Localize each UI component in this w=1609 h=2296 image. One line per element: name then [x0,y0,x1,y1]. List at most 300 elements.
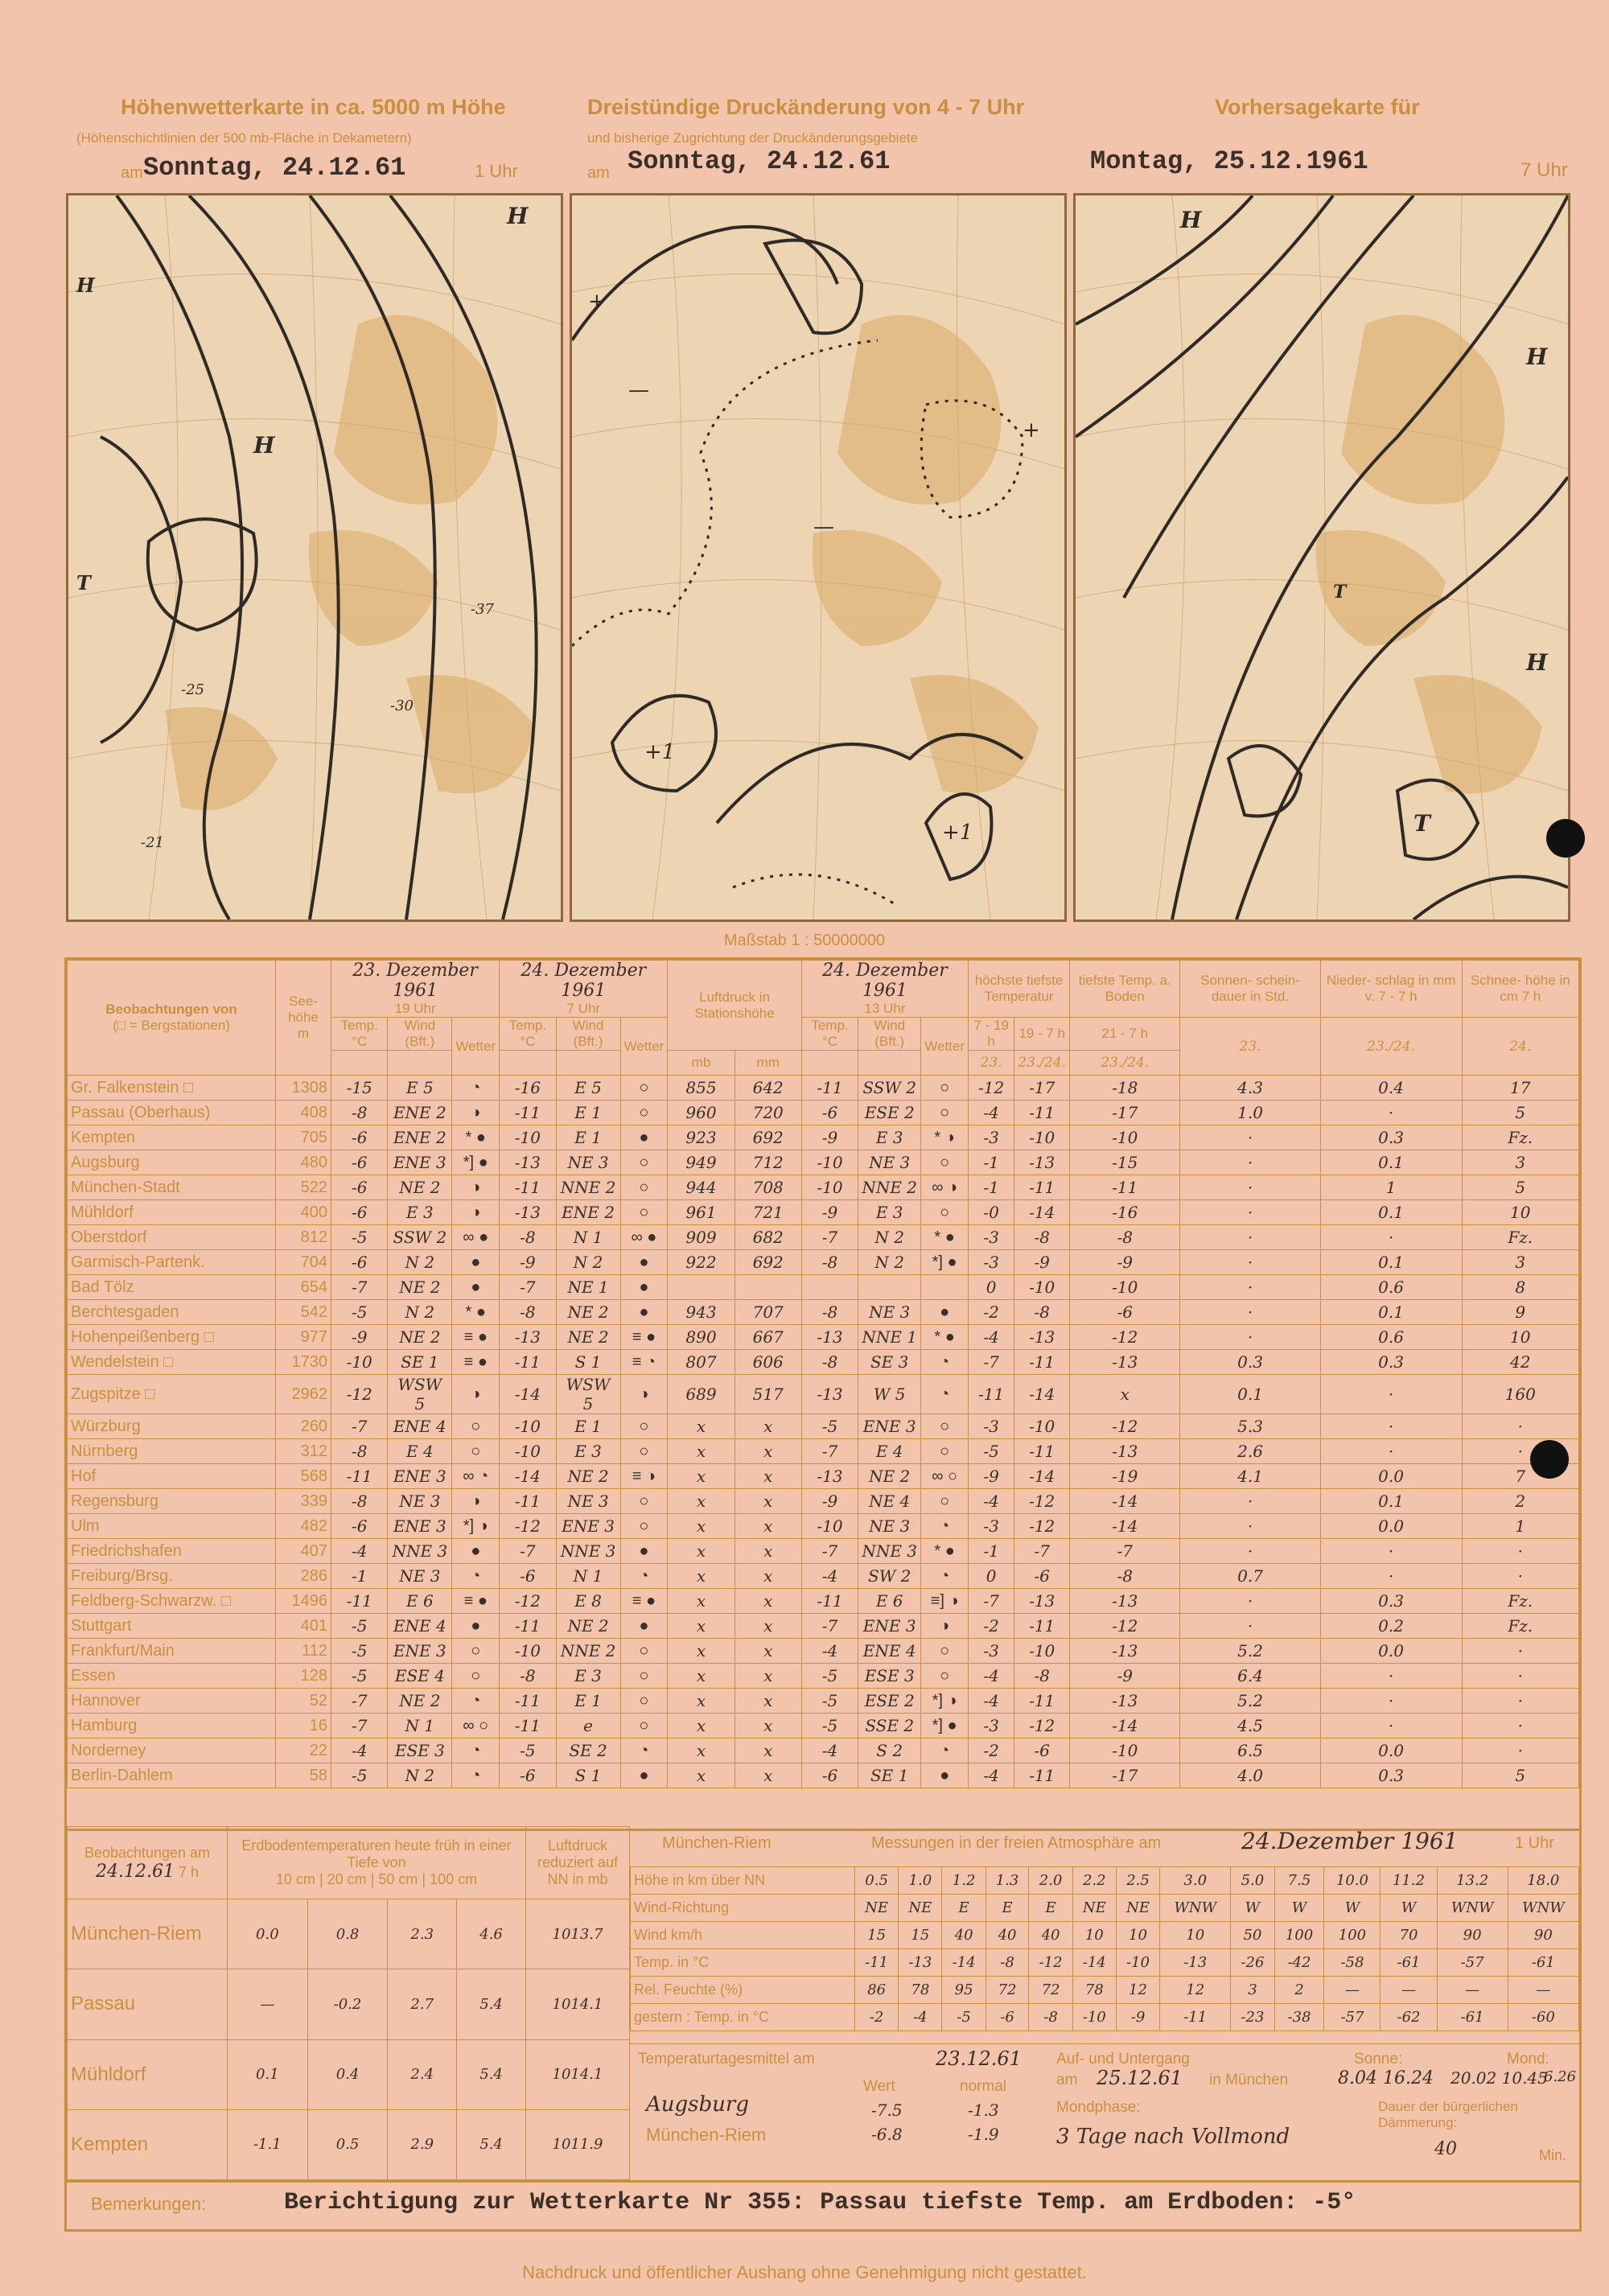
aloft-cell: -14 [1072,1949,1116,1977]
table-cell: 8 [1462,1275,1578,1300]
table-cell: * ● [452,1300,500,1325]
soil-station: Passau [68,1969,228,2039]
temp-col-1: Temp. °C [331,1018,388,1051]
table-cell: 0.1 [1320,1489,1462,1514]
table-cell: 909 [668,1225,735,1250]
table-cell: 10 [1462,1200,1578,1225]
table-cell: -9 [969,1464,1014,1489]
table-cell: *] ◑ [921,1689,969,1714]
table-cell: WSW 5 [388,1375,452,1414]
sonne-value: 8.04 16.24 [1338,2068,1434,2088]
aloft-cell: -26 [1231,1949,1274,1977]
table-cell: -19 [1070,1464,1180,1489]
table-cell: -9 [801,1125,858,1150]
aloft-cell: -11 [1160,2004,1231,2031]
table-cell: ○ [620,1689,668,1714]
table-cell: 1496 [276,1589,331,1614]
table-cell: ○ [620,1639,668,1664]
table-cell: -0 [969,1200,1014,1225]
table-cell: ≡ ● [620,1589,668,1614]
table-cell: -11 [801,1076,858,1101]
table-cell: x [735,1414,801,1439]
observation-table [64,957,1582,1831]
table-cell: -10 [500,1414,556,1439]
wind-col-1: Wind (Bft.) [388,1018,452,1051]
table-cell: ○ [921,1076,969,1101]
table-cell: ● [620,1275,668,1300]
table-cell: -2 [969,1738,1014,1763]
table-cell: 923 [668,1125,735,1150]
svg-text:H: H [1180,207,1202,233]
table-cell: -7 [801,1225,858,1250]
table-cell: 704 [276,1250,331,1275]
station-name: Ulm [68,1514,276,1539]
table-row [68,1589,1579,1614]
table-cell: 692 [735,1125,801,1150]
table-cell: ● [452,1614,500,1639]
table-cell: N 1 [556,1564,620,1589]
table-cell: ○ [921,1414,969,1439]
soil-row [68,1969,630,2039]
depth-20: 20 cm [327,1871,367,1888]
table-cell: ○ [452,1439,500,1464]
table-cell: -15 [331,1076,388,1101]
table-cell: -4 [801,1639,858,1664]
table-cell: · [1462,1714,1578,1738]
table-cell: NE 2 [556,1325,620,1350]
table-cell: -16 [1070,1200,1180,1225]
map1-am: am [121,164,143,182]
station-name: Gr. Falkenstein □ [68,1076,276,1101]
table-cell: N 1 [388,1714,452,1738]
table-cell: ○ [620,1200,668,1225]
aloft-cell: 72 [1029,1977,1072,2004]
station-name: Kempten [68,1125,276,1150]
pressure-change-map [570,193,1067,922]
sun-date: 25.12.61 [1097,2067,1183,2089]
table-cell: -8 [331,1489,388,1514]
svg-text:—: — [628,378,649,402]
height-header: See- höhe [288,994,319,1025]
table-cell: x [668,1738,735,1763]
table-cell: 408 [276,1101,331,1125]
table-cell: * ● [921,1325,969,1350]
table-cell: 5 [1462,1101,1578,1125]
table-cell: -14 [1070,1514,1180,1539]
table-cell: -8 [500,1664,556,1689]
table-cell: -11 [500,1714,556,1738]
table-cell: -4 [969,1489,1014,1514]
table-cell: -14 [500,1464,556,1489]
table-cell: NE 2 [556,1300,620,1325]
table-cell: -5 [331,1763,388,1788]
soil-date: 24.12.61 [95,1861,175,1882]
table-cell: -12 [1014,1714,1070,1738]
table-cell: x [735,1763,801,1788]
mm-label: mm [735,1051,801,1076]
height-unit: m [297,1026,310,1041]
table-cell: · [1320,1375,1462,1414]
table-cell: -13 [1014,1150,1070,1175]
twilight-label: Dauer der bürgerlichen Dämmerung: [1378,2099,1518,2130]
table-cell: -1 [969,1539,1014,1564]
table-cell: 52 [276,1689,331,1714]
table-cell: -14 [1014,1375,1070,1414]
soil-pressure-cell: 1011.9 [526,2109,630,2179]
table-cell: x [668,1589,735,1614]
table-cell: 16 [276,1714,331,1738]
table-cell: 480 [276,1150,331,1175]
aloft-title: Messungen in der freien Atmosphäre am [871,1834,1162,1852]
table-cell: -5 [801,1689,858,1714]
precip-header: Nieder- schlag in mm v. 7 - 7 h [1326,973,1456,1004]
table-cell: · [1180,1325,1320,1350]
station-name: Essen [68,1664,276,1689]
table-cell: · [1320,1225,1462,1250]
table-cell: -10 [1070,1125,1180,1150]
table-cell: ENE 4 [858,1639,921,1664]
aloft-cell: -11 [855,1949,899,1977]
table-cell: ○ [620,1514,668,1539]
table-cell: NNE 3 [388,1539,452,1564]
table-cell: NE 2 [388,1275,452,1300]
table-cell: -18 [1070,1076,1180,1101]
table-cell: -13 [500,1325,556,1350]
table-cell: NNE 3 [556,1539,620,1564]
station-name: Hof [68,1464,276,1489]
table-cell: 0.3 [1320,1125,1462,1150]
table-row [68,1614,1579,1639]
table-cell: ENE 3 [388,1639,452,1664]
table-cell: ● [921,1300,969,1325]
station-name: Zugspitze □ [68,1375,276,1414]
table-row [68,1350,1579,1375]
table-cell: · [1462,1414,1578,1439]
table-cell: 542 [276,1300,331,1325]
aloft-cell: -5 [942,2004,986,2031]
table-cell: -13 [1070,1639,1180,1664]
table-cell: ◔ [921,1350,969,1375]
table-cell: ENE 3 [858,1614,921,1639]
table-cell: -7 [331,1275,388,1300]
table-cell: N 2 [388,1250,452,1275]
soil-station: Kempten [68,2109,228,2179]
table-cell: -5 [331,1639,388,1664]
table-cell: x [668,1439,735,1464]
table-cell: -8 [500,1300,556,1325]
table-cell: -5 [801,1714,858,1738]
moon-phase-label: Mondphase: [1056,2099,1141,2116]
table-cell: ENE 2 [388,1101,452,1125]
aloft-cell: 72 [986,1977,1029,2004]
aloft-cell: 70 [1381,1922,1437,1949]
table-cell: -12 [1014,1489,1070,1514]
soil-temp-cell: 2.4 [388,2039,457,2109]
aloft-cell: 2 [1274,1977,1324,2004]
table-cell: ENE 4 [388,1414,452,1439]
table-cell: -3 [969,1250,1014,1275]
table-cell: 0.3 [1320,1589,1462,1614]
table-cell: -13 [801,1464,858,1489]
table-cell: -7 [801,1439,858,1464]
soil-time: 7 h [178,1863,199,1880]
table-cell: x [735,1539,801,1564]
table-cell: -6 [331,1125,388,1150]
table-cell: -3 [969,1714,1014,1738]
table-cell: -11 [500,1614,556,1639]
table-cell: -10 [500,1639,556,1664]
table-cell: · [1180,1614,1320,1639]
aloft-cell: -38 [1274,2004,1324,2031]
table-cell: 606 [735,1350,801,1375]
table-cell: SSW 2 [388,1225,452,1250]
table-cell: ○ [452,1639,500,1664]
soil-temp-cell: 5.4 [457,2109,526,2179]
table-row [68,1664,1579,1689]
table-cell: 712 [735,1150,801,1175]
table-cell: NE 3 [556,1489,620,1514]
forecast-map [1073,193,1570,922]
table-cell: 1730 [276,1350,331,1375]
aloft-data-row [631,1949,1579,1977]
table-cell: 707 [735,1300,801,1325]
station-name: Nürnberg [68,1439,276,1464]
table-cell: 5.2 [1180,1689,1320,1714]
soil-temp-cell: 4.6 [457,1899,526,1969]
table-cell: -8 [1014,1300,1070,1325]
sonne-label: Sonne: [1354,2051,1403,2068]
table-cell: -9 [331,1325,388,1350]
aloft-data-row [631,1977,1579,2004]
table-cell: ○ [620,1175,668,1200]
table-cell: -4 [331,1539,388,1564]
aloft-cell: W [1381,1895,1437,1922]
table-cell: -8 [500,1225,556,1250]
day1-date: 23. Dezember 1961 [352,961,478,1001]
table-cell: NE 2 [388,1325,452,1350]
aloft-row-label: Rel. Feuchte (%) [631,1977,855,2004]
soil-temp-cell: 2.9 [388,2109,457,2179]
table-cell: ○ [620,1150,668,1175]
table-cell: N 2 [858,1225,921,1250]
table-cell: -6 [331,1175,388,1200]
table-cell: x [735,1714,801,1738]
soil-temp-cell: 0.8 [307,1899,388,1969]
table-cell: ○ [452,1664,500,1689]
table-cell: WSW 5 [556,1375,620,1414]
aloft-cell: 11.2 [1381,1867,1437,1895]
table-cell: -4 [969,1325,1014,1350]
table-cell: ∞ ● [452,1225,500,1250]
aloft-cell: 5.0 [1231,1867,1274,1895]
weather-col-2: Wetter [620,1018,668,1076]
aloft-cell: 12 [1116,1977,1159,2004]
table-cell: E 5 [556,1076,620,1101]
table-cell: -7 [1014,1539,1070,1564]
aloft-cell: 10.0 [1324,1867,1381,1895]
table-cell: NNE 1 [858,1325,921,1350]
map1-date: Sonntag, 24.12.61 [143,153,406,183]
maxmin-header: höchste tiefste [974,973,1064,988]
table-cell: ◔ [620,1738,668,1763]
table-cell: ◑ [452,1101,500,1125]
table-cell: E 1 [556,1414,620,1439]
soil-table: Beobachtungen am 24.12.61 7 h Erdbodentemperaturen heute früh in einer Tiefe von 10 cm | 20 cm | 50 cm | 100 cm Luftdruck reduziert auf NN in mb München-Riem 0.0 0.8 2.3 4.6 1013.7 Passau — -0.2 2.7 5.4 1014.1 Mühldorf 0.1 0.4 2.4 5.4 1014.1 Kempten -1.1 0.5 2.9 5.4 1011.9 [67,1826,630,2180]
table-cell: NE 2 [556,1614,620,1639]
table-cell: -11 [500,1689,556,1714]
station-name: Regensburg [68,1489,276,1514]
table-cell: 0.1 [1320,1150,1462,1175]
aloft-cell: NE [899,1895,942,1922]
table-cell: ◑ [452,1375,500,1414]
table-cell: -10 [801,1514,858,1539]
aloft-cell: -2 [855,2004,899,2031]
table-row [68,1175,1579,1200]
twilight-unit: Min. [1539,2147,1567,2163]
table-cell: 0.1 [1320,1250,1462,1275]
table-cell: x [668,1464,735,1489]
mean-temp-label: Temperaturtagesmittel am [638,2051,815,2068]
table-cell: -5 [331,1225,388,1250]
table-cell: N 1 [556,1225,620,1250]
aloft-station: München-Riem [662,1834,772,1852]
table-cell: ● [452,1539,500,1564]
table-cell: * ● [921,1225,969,1250]
aloft-cell: NE [855,1895,899,1922]
table-cell: e [556,1714,620,1738]
table-cell: ○ [620,1101,668,1125]
soil-temp-cell: -0.2 [307,1969,388,2039]
table-cell: · [1320,1564,1462,1589]
twilight-value: 40 [1434,2139,1457,2159]
table-cell: E 8 [556,1589,620,1614]
table-cell: -7 [1070,1539,1180,1564]
table-cell: ● [620,1763,668,1788]
table-cell: · [1180,1175,1320,1200]
table-cell: x [735,1514,801,1539]
table-cell: Fz. [1462,1125,1578,1150]
aloft-cell: 10 [1160,1922,1231,1949]
table-cell: ENE 3 [858,1414,921,1439]
table-cell: -12 [331,1375,388,1414]
mean-temp-date: 23.12.61 [936,2047,1022,2070]
table-cell: ESE 3 [388,1738,452,1763]
svg-text:-25: -25 [181,681,204,698]
table-cell: 0.7 [1180,1564,1320,1589]
table-cell: 944 [668,1175,735,1200]
station-name: Garmisch-Partenk. [68,1250,276,1275]
aloft-cell: WNW [1160,1895,1231,1922]
station-name: Augsburg [68,1150,276,1175]
table-cell: ○ [620,1489,668,1514]
mb-label: mb [668,1051,735,1076]
table-cell: 720 [735,1101,801,1125]
soil-temp-cell: 0.0 [228,1899,308,1969]
aloft-cell: 7.5 [1274,1867,1324,1895]
aloft-cell: -8 [986,1949,1029,1977]
table-cell: -6 [500,1564,556,1589]
table-cell: · [1462,1639,1578,1664]
table-cell: -5 [801,1664,858,1689]
table-cell: -17 [1014,1076,1070,1101]
table-cell: ● [620,1300,668,1325]
table-cell: 42 [1462,1350,1578,1375]
table-cell: ESE 4 [388,1664,452,1689]
aloft-cell: 15 [899,1922,942,1949]
aloft-cell: -60 [1508,2004,1578,2031]
table-cell: -2 [969,1614,1014,1639]
day1-time: 19 Uhr [394,1001,436,1016]
table-row [68,1564,1579,1589]
table-cell: SE 2 [556,1738,620,1763]
table-cell: · [1320,1664,1462,1689]
aloft-cell: 40 [1029,1922,1072,1949]
table-cell: -11 [969,1375,1014,1414]
aloft-heights-row [631,1867,1579,1895]
table-cell: E 3 [858,1125,921,1150]
table-cell: x [668,1514,735,1539]
table-cell: -14 [1014,1200,1070,1225]
table-cell: 112 [276,1639,331,1664]
table-cell: -12 [1070,1325,1180,1350]
aloft-date: 24.Dezember 1961 [1241,1828,1459,1854]
aloft-cell: — [1437,1977,1508,2004]
table-cell: · [1180,1489,1320,1514]
soil-temp-cell: 0.4 [307,2039,388,2109]
table-cell: -10 [331,1350,388,1375]
table-cell: -7 [801,1614,858,1639]
aloft-cell: 100 [1274,1922,1324,1949]
table-cell: -9 [1014,1250,1070,1275]
soil-pressure-title: Luftdruck reduziert auf NN in mb [526,1827,630,1899]
aloft-cell: 2.5 [1116,1867,1159,1895]
table-cell: 1 [1462,1514,1578,1539]
table-cell: -7 [500,1539,556,1564]
station-name: Passau (Oberhaus) [68,1101,276,1125]
table-cell: E 1 [556,1125,620,1150]
aloft-cell: -57 [1437,1949,1508,1977]
table-cell: E 1 [556,1101,620,1125]
weather-col-3: Wetter [921,1018,969,1076]
table-cell: 943 [668,1300,735,1325]
table-cell: · [1462,1689,1578,1714]
table-cell: 3 [1462,1150,1578,1175]
table-row [68,1489,1579,1514]
table-cell: 0.6 [1320,1325,1462,1350]
table-cell: -6 [331,1514,388,1539]
svg-text:H: H [1526,649,1548,676]
max-day: 23. [969,1051,1014,1076]
map-scale: Maßstab 1 : 50000000 [723,932,886,949]
table-cell: · [1180,1589,1320,1614]
soil-title: Beobachtungen am [84,1844,211,1861]
table-cell: 689 [668,1375,735,1414]
table-cell: 2962 [276,1375,331,1414]
depth-10: 10 cm [275,1871,315,1888]
map3-time: 7 Uhr [1521,159,1568,181]
table-cell: -12 [969,1076,1014,1101]
table-cell: ○ [921,1639,969,1664]
wind-col-2: Wind (Bft.) [556,1018,620,1051]
table-cell: 1 [1320,1175,1462,1200]
table-cell: Fz. [1462,1225,1578,1250]
table-cell: · [1320,1539,1462,1564]
table-cell: 0 [969,1564,1014,1589]
table-cell [921,1275,969,1300]
table-cell: -13 [500,1200,556,1225]
table-row [68,1639,1579,1664]
table-cell: x [735,1689,801,1714]
